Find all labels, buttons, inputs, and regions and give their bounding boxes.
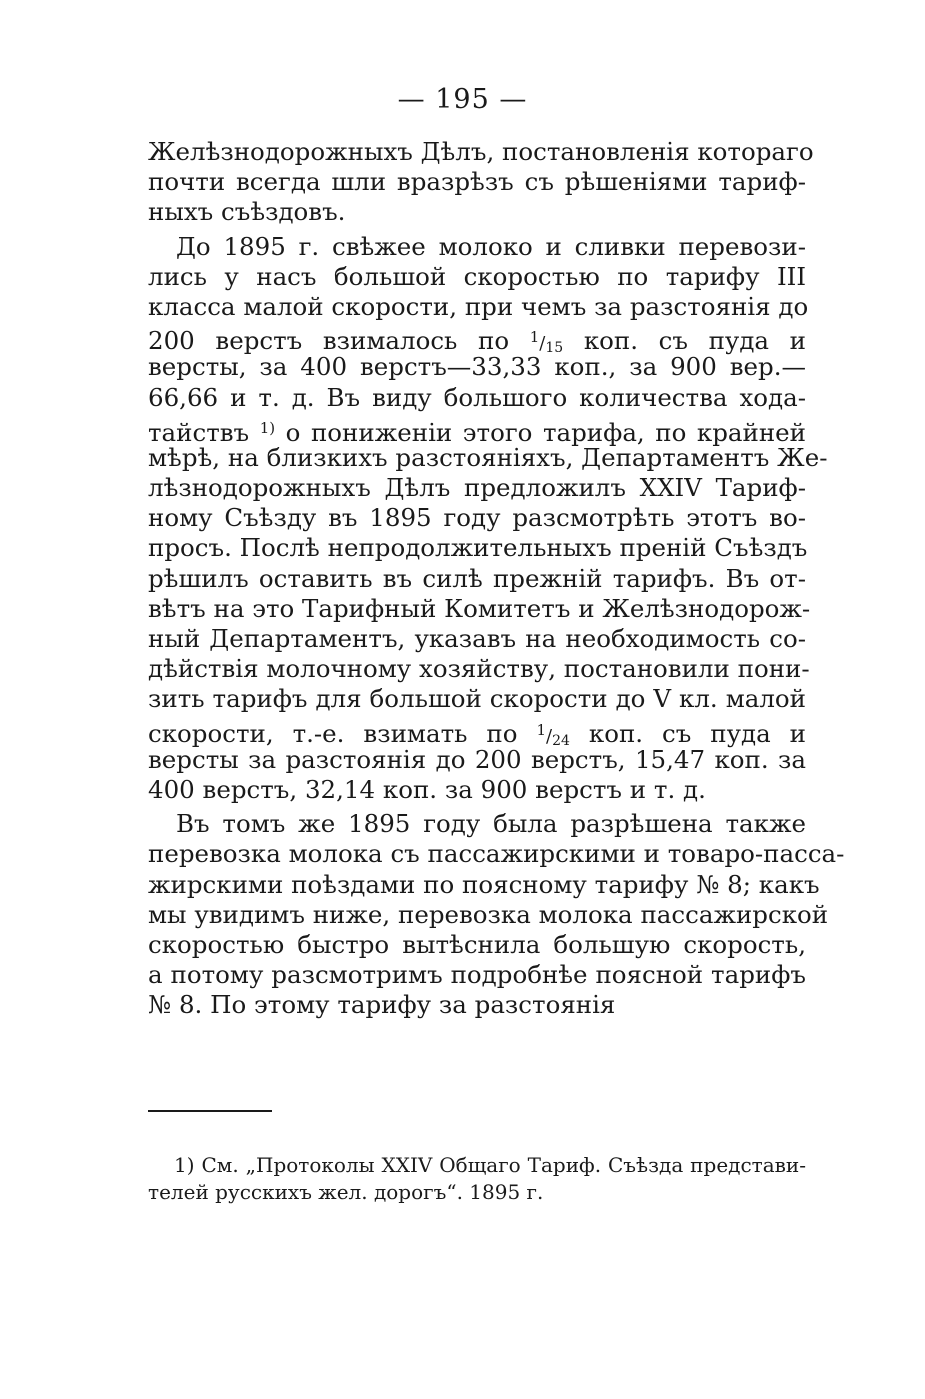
text-segment: коп. съ пуда и — [588, 718, 807, 748]
text-line — [148, 322, 806, 357]
text-line: Желѣзнодорожныхъ Дѣлъ, постановленія котораго — [148, 137, 814, 166]
text-line: просъ. Послѣ непродолжительныхъ преній Съѣздъ — [148, 533, 808, 563]
text-line: версты за разстоянія до 200 верстъ, 15,47 коп. за — [148, 744, 806, 774]
text-segment: скорости, т.-е. взимать по — [148, 718, 537, 748]
text-line: 400 верстъ, 32,14 коп. за 900 верстъ и т. д. — [148, 774, 706, 804]
text-line — [148, 715, 807, 749]
text-segment: тайствъ — [148, 417, 260, 447]
text-line: рѣшилъ оставить въ силѣ прежній тарифъ. Въ от- — [148, 563, 806, 593]
page-number: — 195 — — [397, 84, 528, 115]
text-line: ныхъ съѣздовъ. — [148, 197, 346, 227]
footnote-divider — [148, 1110, 272, 1112]
text-line: перевозка молока съ пассажирскими и товаро-пасса- — [148, 839, 845, 869]
text-line: Въ томъ же 1895 году была разрѣшена также — [176, 809, 806, 839]
footnote-marker[interactable]: 1) — [259, 418, 276, 437]
text-line: зить тарифъ для большой скорости до V кл. малой — [148, 684, 806, 714]
text-line: лись у насъ большой скоростью по тарифу III — [148, 261, 806, 291]
footnote-line: телей русскихъ жел. дорогъ“. 1895 г. — [148, 1180, 544, 1204]
footnote — [148, 1152, 806, 1206]
fraction-one-fifteenth: $^1/_{15}$ — [529, 328, 564, 357]
text-line: почти всегда шли вразрѣзъ съ рѣшеніями тариф- — [148, 167, 806, 197]
text-line: жирскими поѣздами по поясному тарифу № 8; какъ — [148, 869, 820, 899]
text-segment: 200 верстъ взималось по — [148, 326, 530, 356]
text-line: № 8. По этому тарифу за разстоянія — [148, 990, 616, 1020]
text-line: мѣрѣ, на близкихъ разстояніяхъ, Департаментъ Же- — [148, 442, 828, 472]
text-line: ный Департаментъ, указавъ на необходимость со- — [148, 624, 806, 653]
text-line: До 1895 г. свѣжее молоко и сливки перевози- — [176, 231, 806, 261]
text-segment: о пониженіи этого тарифа, по крайней — [275, 417, 806, 447]
text-line: дѣйствія молочному хозяйству, постановили пони- — [148, 654, 810, 684]
text-line: лѣзнодорожныхъ Дѣлъ предложилъ XXIV Тариф- — [148, 473, 806, 503]
text-line: вѣтъ на это Тарифный Комитетъ и Желѣзнодорож- — [148, 593, 811, 623]
text-line: ному Съѣзду въ 1895 году разсмотрѣть этотъ во- — [148, 503, 806, 533]
footnote-number: 1) — [174, 1153, 195, 1177]
body-text — [148, 137, 845, 1020]
text-line: класса малой скорости, при чемъ за разстоянія до — [148, 291, 809, 321]
fraction-one-twentyfourth: $^1/_{24}$ — [536, 720, 570, 749]
text-segment: коп. съ пуда и — [583, 326, 806, 356]
text-line: мы увидимъ ниже, перевозка молока пассажирской — [148, 899, 829, 929]
text-line: версты, за 400 верстъ—33,33 коп., за 900 вер.— — [148, 352, 806, 382]
text-line: скоростью быстро вытѣснила большую скорость, — [148, 929, 806, 959]
text-line: а потому разсмотримъ подробнѣе поясной тарифъ — [148, 960, 806, 990]
text-line: 66,66 и т. д. Въ виду большого количества хода- — [148, 382, 806, 412]
text-line — [148, 413, 806, 447]
footnote-line: 1) См. „Протоколы XXIV Общаго Тариф. Съѣзда представи- — [174, 1153, 807, 1177]
